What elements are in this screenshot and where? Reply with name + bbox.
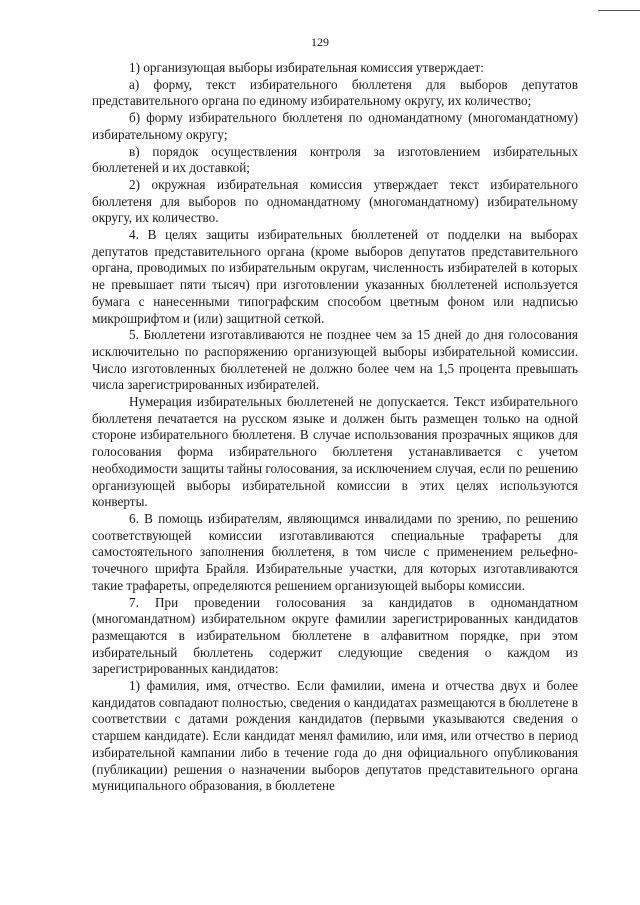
paragraph: а) форму, текст избирательного бюллетеня для выборов депутатов представительного органа по единому избирательному округу, их количество; xyxy=(92,76,578,109)
corner-rule xyxy=(598,10,640,11)
paragraph: 1) организующая выборы избирательная комиссия утверждает: xyxy=(129,60,484,75)
paragraph: 1) фамилия, имя, отчество. Если фамилии, имена и отчества двух и более кандидатов совпадают полностью, сведения о кандидатах размещаются в бюллетене в соответствии с датами рождения кандидатов (первыми указываются сведения о старшем кандидате). Если кандидат менял фамилию, или имя, или отчество в период избирательной кампании либо в течение года до дня официального опубликования (публикации) решения о назначении выборов депутатов представительного органа муниципального образования, в бюллетене xyxy=(92,678,578,794)
paragraph: в) порядок осуществления контроля за изготовлением избирательных бюллетеней и их доставкой; xyxy=(92,143,578,176)
paragraph: 4. В целях защиты избирательных бюллетеней от подделки на выборах депутатов представительного органа (кроме выборов депутатов представительного органа, проводимых по избирательным округам, численность избирателей в которых не превышает пяти тысяч) при изготовлении указанных бюллетеней используется бумага с нанесенными типографским способом цветным фоном или надписью микрошрифтом и (или) защитной сеткой. xyxy=(92,227,578,326)
paragraph: 2) окружная избирательная комиссия утверждает текст избирательного бюллетеня для выборов по одномандатному (многомандатному) избирательному округу, их количество. xyxy=(92,176,578,226)
paragraph: б) форму избирательного бюллетеня по одномандатному (многомандатному) избирательному округу; xyxy=(92,110,578,142)
paragraph: 6. В помощь избирателям, являющимся инвалидами по зрению, по решению соответствующей комиссии изготавливаются специальные трафареты для самостоятельного заполнения бюллетеня, в том числе с применением рельефно-точечного шрифта Брайля. Избирательные участки, для которых изготавливаются такие трафареты, определяются решением организующей выборы комиссии. xyxy=(92,510,578,593)
paragraph: 5. Бюллетени изготавливаются не позднее чем за 15 дней до дня голосования исключительно по распоряжению организующей выборы избирательной комиссии. Число изготовленных бюллетеней не должно более чем на 1,5 процента превышать числа зарегистрированных избирателей. xyxy=(92,327,578,393)
paragraph: Нумерация избирательных бюллетеней не допускается. Текст избирательного бюллетеня печатается на русском языке и должен быть размещен только на одной стороне избирательного бюллетеня. В случае использования прозрачных ящиков для голосования форма избирательного бюллетеня устанавливается с учетом необходимости защиты тайны голосования, за исключением случая, если по решению организующей выборы избирательной комиссии в этих целях используются конверты. xyxy=(92,394,578,510)
page-number: 129 xyxy=(311,35,329,49)
document-body xyxy=(92,60,578,795)
paragraph: 7. При проведении голосования за кандидатов в одномандатном (многомандатном) избирательном округе фамилии зарегистрированных кандидатов размещаются в избирательном бюллетене в алфавитном порядке, при этом избирательный бюллетень содержит следующие сведения о каждом из зарегистрированных кандидатов: xyxy=(92,594,578,677)
